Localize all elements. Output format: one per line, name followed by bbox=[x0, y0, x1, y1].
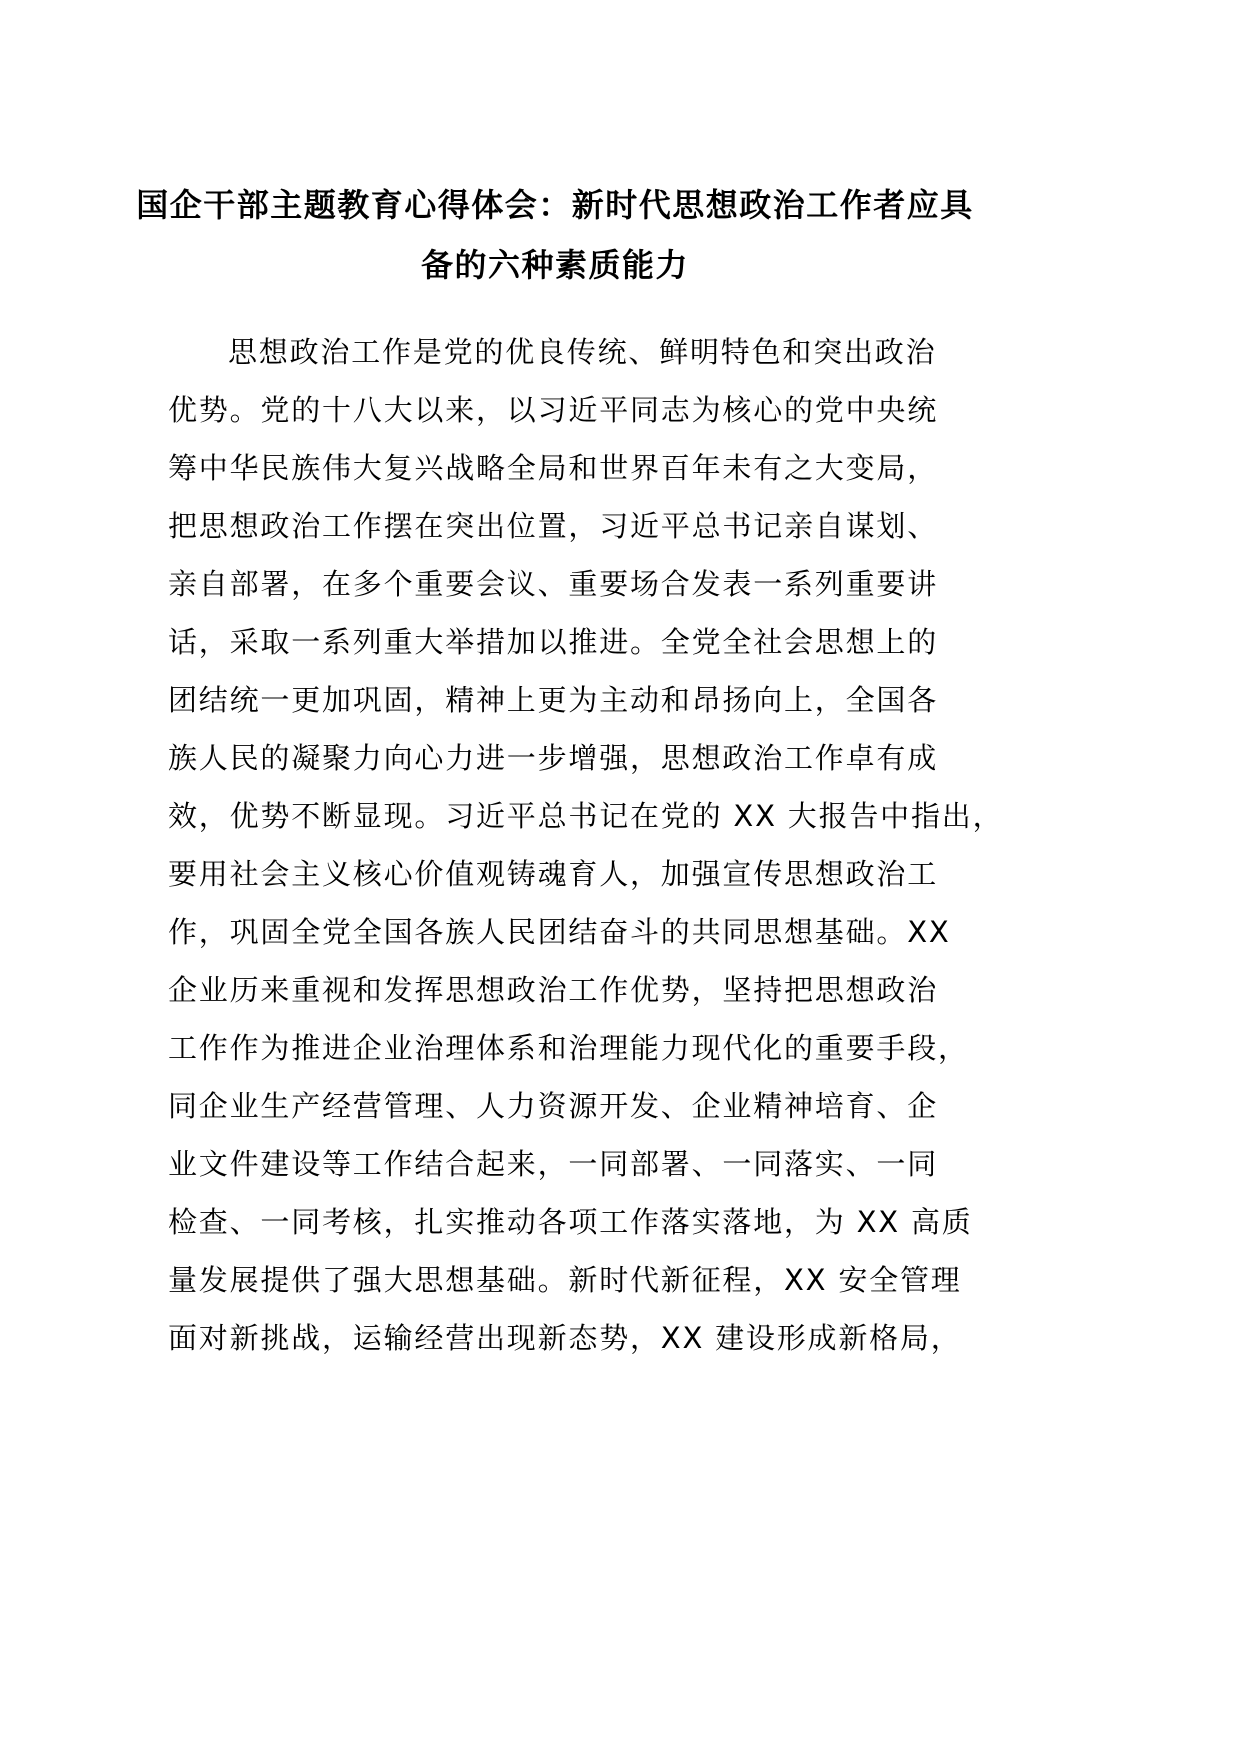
body-text-line: 族人民的凝聚力向心力进一步增强，思想政治工作卓有成 bbox=[168, 741, 939, 775]
body-text-line: 企业历来重视和发挥思想政治工作优势，坚持把思想政治 bbox=[168, 973, 939, 1007]
body-text-line: 把思想政治工作摆在突出位置，习近平总书记亲自谋划、 bbox=[168, 509, 939, 543]
body-text-line: 量发展提供了强大思想基础。新时代新征程，XX 安全管理 bbox=[168, 1263, 962, 1297]
body-text-line: 检查、一同考核，扎实推动各项工作落实落地，为 XX 高质 bbox=[168, 1205, 973, 1239]
body-text-line: 作，巩固全党全国各族人民团结奋斗的共同思想基础。XX bbox=[168, 915, 951, 949]
body-text-line: 优势。党的十八大以来，以习近平同志为核心的党中央统 bbox=[168, 393, 939, 427]
body-text-line: 话，采取一系列重大举措加以推进。全党全社会思想上的 bbox=[168, 625, 939, 659]
body-text-line: 工作作为推进企业治理体系和治理能力现代化的重要手段， bbox=[168, 1031, 969, 1065]
document-title-line-1: 国企干部主题教育心得体会：新时代思想政治工作者应具 bbox=[136, 186, 974, 224]
document-title-line-2: 备的六种素质能力 bbox=[420, 246, 689, 284]
body-text-line: 筹中华民族伟大复兴战略全局和世界百年未有之大变局， bbox=[168, 451, 939, 485]
body-text-line: 效，优势不断显现。习近平总书记在党的 XX 大报告中指出， bbox=[168, 799, 1004, 833]
body-text-line: 亲自部署，在多个重要会议、重要场合发表一系列重要讲 bbox=[168, 567, 939, 601]
body-text-line: 思想政治工作是党的优良传统、鲜明特色和突出政治 bbox=[228, 335, 937, 369]
body-text-line: 业文件建设等工作结合起来，一同部署、一同落实、一同 bbox=[168, 1147, 939, 1181]
body-text-line: 同企业生产经营管理、人力资源开发、企业精神培育、企 bbox=[168, 1089, 939, 1123]
body-text-line: 团结统一更加巩固，精神上更为主动和昂扬向上，全国各 bbox=[168, 683, 939, 717]
body-text-line: 面对新挑战，运输经营出现新态势，XX 建设形成新格局， bbox=[168, 1321, 962, 1355]
body-text-line: 要用社会主义核心价值观铸魂育人，加强宣传思想政治工 bbox=[168, 857, 939, 891]
